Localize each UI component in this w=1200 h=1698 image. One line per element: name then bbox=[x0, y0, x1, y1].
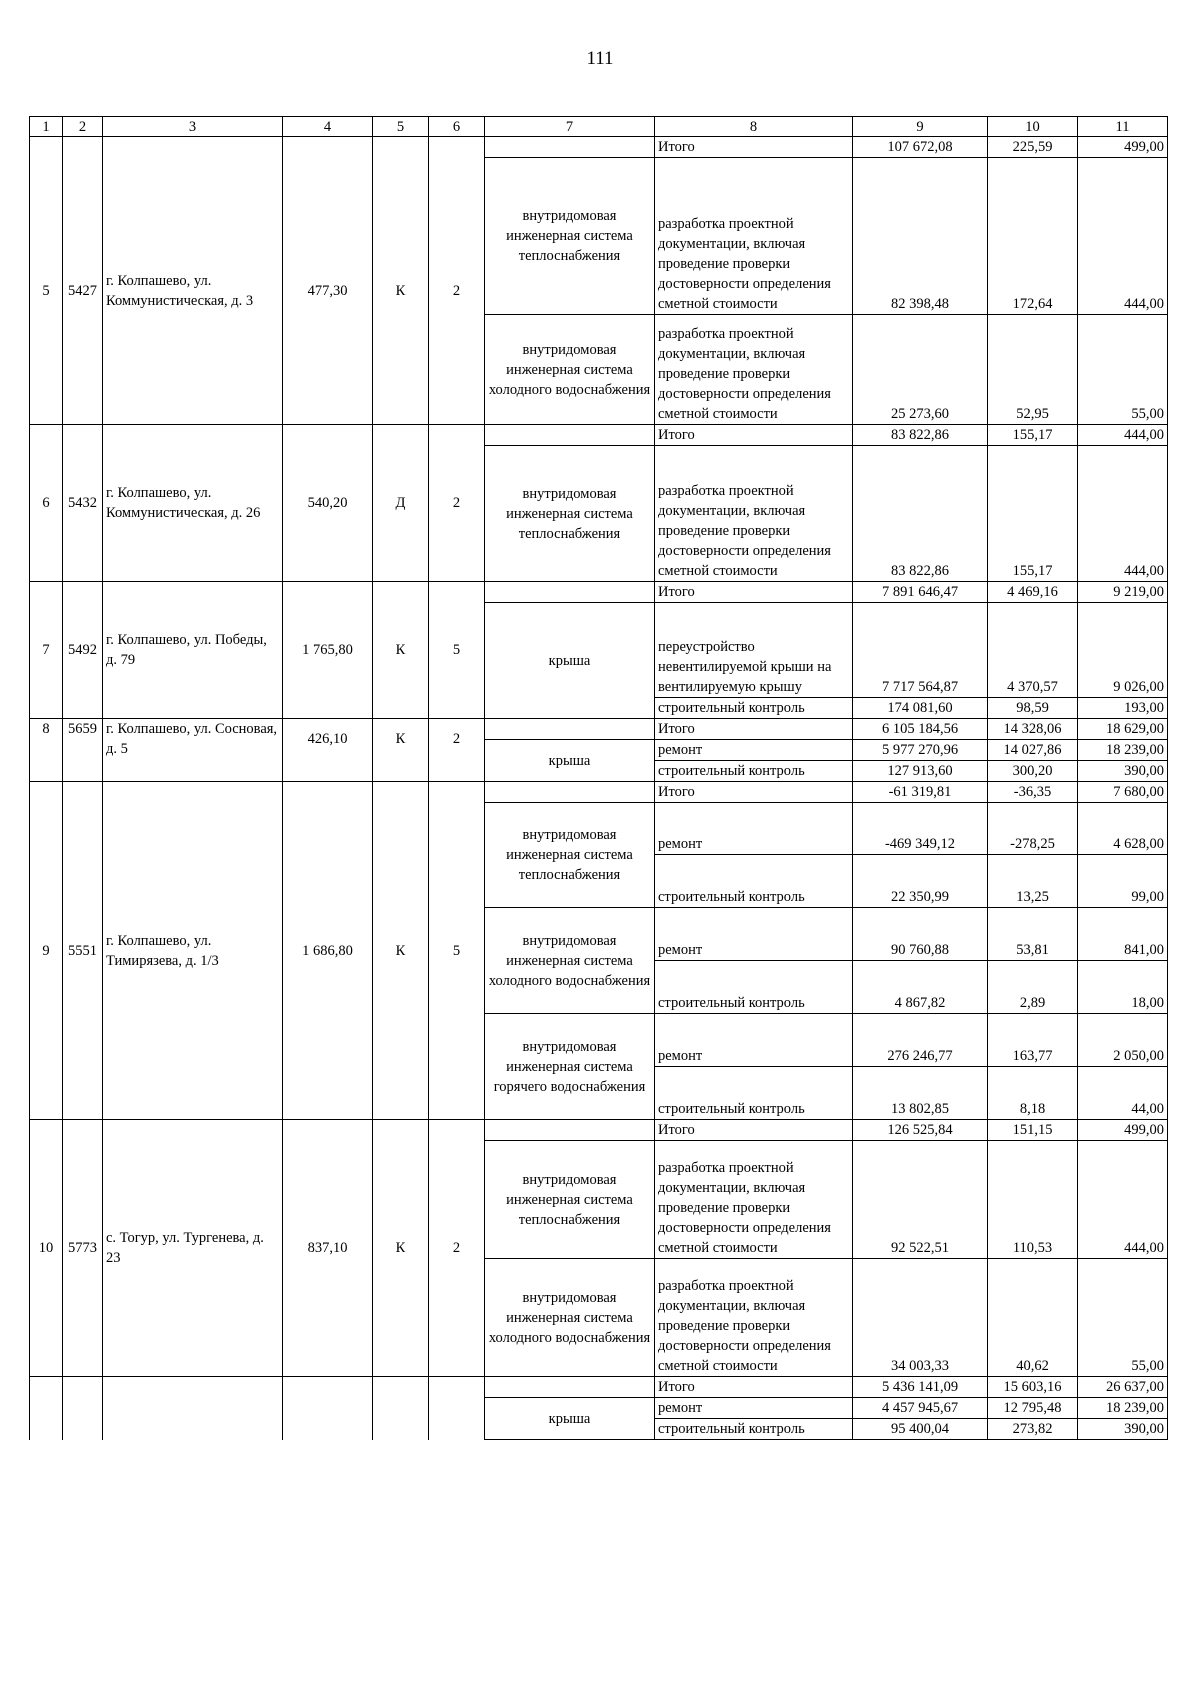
house-floors: 2 bbox=[429, 158, 485, 425]
total-label: Итого bbox=[655, 782, 853, 803]
value-cell: 99,00 bbox=[1078, 855, 1168, 908]
work-type: строительный контроль bbox=[655, 855, 853, 908]
header-cell: 7 bbox=[485, 117, 655, 137]
value-cell: 55,00 bbox=[1078, 1259, 1168, 1377]
value-cell: 13,25 bbox=[988, 855, 1078, 908]
header-cell: 8 bbox=[655, 117, 853, 137]
value-cell: 499,00 bbox=[1078, 137, 1168, 158]
header-cell: 1 bbox=[30, 117, 63, 137]
value-cell: 98,59 bbox=[988, 698, 1078, 719]
value-cell: 163,77 bbox=[988, 1014, 1078, 1067]
header-cell: 4 bbox=[283, 117, 373, 137]
house-type: К bbox=[373, 719, 429, 782]
value-cell: 92 522,51 bbox=[853, 1141, 988, 1259]
work-type: строительный контроль bbox=[655, 1419, 853, 1440]
value-cell: 390,00 bbox=[1078, 761, 1168, 782]
row-number: 5 bbox=[30, 158, 63, 425]
row-number: 10 bbox=[30, 1120, 63, 1377]
value-cell: 151,15 bbox=[988, 1120, 1078, 1141]
system-name: внутридомовая инженерная система теплоснабжения bbox=[485, 803, 655, 908]
house-floors: 5 bbox=[429, 782, 485, 1120]
total-label: Итого bbox=[655, 137, 853, 158]
house-address: г. Колпашево, ул. Сосновая, д. 5 bbox=[103, 719, 283, 782]
house-code: 5551 bbox=[63, 782, 103, 1120]
page-number: 111 bbox=[586, 48, 614, 69]
value-cell: 18 629,00 bbox=[1078, 719, 1168, 740]
total-label: Итого bbox=[655, 1120, 853, 1141]
header-cell: 11 bbox=[1078, 117, 1168, 137]
value-cell: 4 867,82 bbox=[853, 961, 988, 1014]
work-type: разработка проектной документации, включая проведение проверки достоверности определения сметной стоимости bbox=[655, 1259, 853, 1377]
value-cell: 34 003,33 bbox=[853, 1259, 988, 1377]
house-floors: 2 bbox=[429, 719, 485, 782]
work-type: строительный контроль bbox=[655, 1067, 853, 1120]
system-name: внутридомовая инженерная система холодного водоснабжения bbox=[485, 1259, 655, 1377]
house-code: 5492 bbox=[63, 582, 103, 719]
house-area: 1 765,80 bbox=[283, 582, 373, 719]
work-type: ремонт bbox=[655, 803, 853, 855]
total-label: Итого bbox=[655, 719, 853, 740]
table-row bbox=[30, 1120, 1168, 1141]
total-label: Итого bbox=[655, 425, 853, 446]
value-cell: 126 525,84 bbox=[853, 1120, 988, 1141]
value-cell: 53,81 bbox=[988, 908, 1078, 961]
value-cell: 6 105 184,56 bbox=[853, 719, 988, 740]
value-cell: 18 239,00 bbox=[1078, 740, 1168, 761]
total-label: Итого bbox=[655, 1377, 853, 1398]
value-cell: 25 273,60 bbox=[853, 315, 988, 425]
house-address: с. Тогур, ул. Тургенева, д. 23 bbox=[103, 1120, 283, 1377]
header-cell: 6 bbox=[429, 117, 485, 137]
system-name: внутридомовая инженерная система холодного водоснабжения bbox=[485, 315, 655, 425]
value-cell: 9 219,00 bbox=[1078, 582, 1168, 603]
work-type: разработка проектной документации, включая проведение проверки достоверности определения сметной стоимости bbox=[655, 446, 853, 582]
value-cell: 499,00 bbox=[1078, 1120, 1168, 1141]
value-cell: 110,53 bbox=[988, 1141, 1078, 1259]
table-row bbox=[30, 719, 1168, 740]
house-area: 1 686,80 bbox=[283, 782, 373, 1120]
value-cell: 44,00 bbox=[1078, 1067, 1168, 1120]
value-cell: -469 349,12 bbox=[853, 803, 988, 855]
work-type: ремонт bbox=[655, 908, 853, 961]
system-name: крыша bbox=[485, 740, 655, 782]
system-name: крыша bbox=[485, 1398, 655, 1440]
system-name: внутридомовая инженерная система теплоснабжения bbox=[485, 1141, 655, 1259]
house-code: 5659 bbox=[63, 719, 103, 782]
work-type: разработка проектной документации, включая проведение проверки достоверности определения сметной стоимости bbox=[655, 315, 853, 425]
value-cell: 225,59 bbox=[988, 137, 1078, 158]
value-cell: 18 239,00 bbox=[1078, 1398, 1168, 1419]
value-cell: 4 469,16 bbox=[988, 582, 1078, 603]
value-cell: 4 457 945,67 bbox=[853, 1398, 988, 1419]
work-type: строительный контроль bbox=[655, 761, 853, 782]
row-number: 8 bbox=[30, 719, 63, 782]
value-cell: 9 026,00 bbox=[1078, 603, 1168, 698]
value-cell: -36,35 bbox=[988, 782, 1078, 803]
system-name: внутридомовая инженерная система холодного водоснабжения bbox=[485, 908, 655, 1014]
system-name: внутридомовая инженерная система горячего водоснабжения bbox=[485, 1014, 655, 1120]
house-area: 477,30 bbox=[283, 158, 373, 425]
value-cell: 193,00 bbox=[1078, 698, 1168, 719]
system-name: крыша bbox=[485, 603, 655, 719]
value-cell: 83 822,86 bbox=[853, 425, 988, 446]
header-row bbox=[30, 117, 1168, 137]
row-number: 9 bbox=[30, 782, 63, 1120]
value-cell: 22 350,99 bbox=[853, 855, 988, 908]
value-cell: 8,18 bbox=[988, 1067, 1078, 1120]
work-type: ремонт bbox=[655, 1398, 853, 1419]
value-cell: 276 246,77 bbox=[853, 1014, 988, 1067]
house-area: 837,10 bbox=[283, 1120, 373, 1377]
value-cell: 2,89 bbox=[988, 961, 1078, 1014]
value-cell: 7 891 646,47 bbox=[853, 582, 988, 603]
value-cell: 155,17 bbox=[988, 446, 1078, 582]
header-cell: 3 bbox=[103, 117, 283, 137]
value-cell: 83 822,86 bbox=[853, 446, 988, 582]
house-type: Д bbox=[373, 425, 429, 582]
house-address: г. Колпашево, ул. Коммунистическая, д. 3 bbox=[103, 158, 283, 425]
row-number: 7 bbox=[30, 582, 63, 719]
house-area: 540,20 bbox=[283, 425, 373, 582]
value-cell: 2 050,00 bbox=[1078, 1014, 1168, 1067]
row-number: 6 bbox=[30, 425, 63, 582]
value-cell: 40,62 bbox=[988, 1259, 1078, 1377]
work-type: разработка проектной документации, включая проведение проверки достоверности определения сметной стоимости bbox=[655, 158, 853, 315]
house-code: 5432 bbox=[63, 425, 103, 582]
value-cell: 444,00 bbox=[1078, 425, 1168, 446]
house-floors: 2 bbox=[429, 425, 485, 582]
value-cell: 5 977 270,96 bbox=[853, 740, 988, 761]
value-cell: 444,00 bbox=[1078, 446, 1168, 582]
work-type: строительный контроль bbox=[655, 698, 853, 719]
work-type: переустройство невентилируемой крыши на вентилируемую крышу bbox=[655, 603, 853, 698]
value-cell: 300,20 bbox=[988, 761, 1078, 782]
table-row bbox=[30, 1377, 1168, 1398]
value-cell: 107 672,08 bbox=[853, 137, 988, 158]
house-address: г. Колпашево, ул. Победы, д. 79 bbox=[103, 582, 283, 719]
value-cell: 55,00 bbox=[1078, 315, 1168, 425]
value-cell: 127 913,60 bbox=[853, 761, 988, 782]
value-cell: 12 795,48 bbox=[988, 1398, 1078, 1419]
value-cell: 90 760,88 bbox=[853, 908, 988, 961]
table-row bbox=[30, 137, 1168, 158]
value-cell: 4 628,00 bbox=[1078, 803, 1168, 855]
value-cell: -278,25 bbox=[988, 803, 1078, 855]
value-cell: 444,00 bbox=[1078, 1141, 1168, 1259]
value-cell: 4 370,57 bbox=[988, 603, 1078, 698]
house-floors: 2 bbox=[429, 1120, 485, 1377]
value-cell: 155,17 bbox=[988, 425, 1078, 446]
value-cell: 13 802,85 bbox=[853, 1067, 988, 1120]
value-cell: 5 436 141,09 bbox=[853, 1377, 988, 1398]
house-address: г. Колпашево, ул. Коммунистическая, д. 26 bbox=[103, 425, 283, 582]
table-row bbox=[30, 582, 1168, 603]
work-type: строительный контроль bbox=[655, 961, 853, 1014]
capital-repair-table bbox=[29, 116, 1168, 1440]
value-cell: 14 027,86 bbox=[988, 740, 1078, 761]
house-type: К bbox=[373, 582, 429, 719]
value-cell: 390,00 bbox=[1078, 1419, 1168, 1440]
house-area: 426,10 bbox=[283, 719, 373, 782]
work-type: ремонт bbox=[655, 740, 853, 761]
value-cell: 174 081,60 bbox=[853, 698, 988, 719]
header-cell: 9 bbox=[853, 117, 988, 137]
work-type: ремонт bbox=[655, 1014, 853, 1067]
value-cell: 172,64 bbox=[988, 158, 1078, 315]
header-cell: 5 bbox=[373, 117, 429, 137]
value-cell: 95 400,04 bbox=[853, 1419, 988, 1440]
house-type: К bbox=[373, 1120, 429, 1377]
value-cell: 52,95 bbox=[988, 315, 1078, 425]
header-cell: 2 bbox=[63, 117, 103, 137]
value-cell: 273,82 bbox=[988, 1419, 1078, 1440]
table-row bbox=[30, 782, 1168, 803]
house-floors: 5 bbox=[429, 582, 485, 719]
house-code: 5427 bbox=[63, 158, 103, 425]
total-label: Итого bbox=[655, 582, 853, 603]
table-row bbox=[30, 158, 1168, 315]
value-cell: 14 328,06 bbox=[988, 719, 1078, 740]
house-address: г. Колпашево, ул. Тимирязева, д. 1/3 bbox=[103, 782, 283, 1120]
system-name: внутридомовая инженерная система теплоснабжения bbox=[485, 158, 655, 315]
value-cell: 7 717 564,87 bbox=[853, 603, 988, 698]
work-type: разработка проектной документации, включая проведение проверки достоверности определения сметной стоимости bbox=[655, 1141, 853, 1259]
value-cell: 444,00 bbox=[1078, 158, 1168, 315]
house-code: 5773 bbox=[63, 1120, 103, 1377]
value-cell: 15 603,16 bbox=[988, 1377, 1078, 1398]
header-cell: 10 bbox=[988, 117, 1078, 137]
value-cell: -61 319,81 bbox=[853, 782, 988, 803]
value-cell: 18,00 bbox=[1078, 961, 1168, 1014]
value-cell: 841,00 bbox=[1078, 908, 1168, 961]
house-type: К bbox=[373, 158, 429, 425]
table-row bbox=[30, 425, 1168, 446]
value-cell: 7 680,00 bbox=[1078, 782, 1168, 803]
system-name: внутридомовая инженерная система теплоснабжения bbox=[485, 446, 655, 582]
value-cell: 26 637,00 bbox=[1078, 1377, 1168, 1398]
value-cell: 82 398,48 bbox=[853, 158, 988, 315]
house-type: К bbox=[373, 782, 429, 1120]
